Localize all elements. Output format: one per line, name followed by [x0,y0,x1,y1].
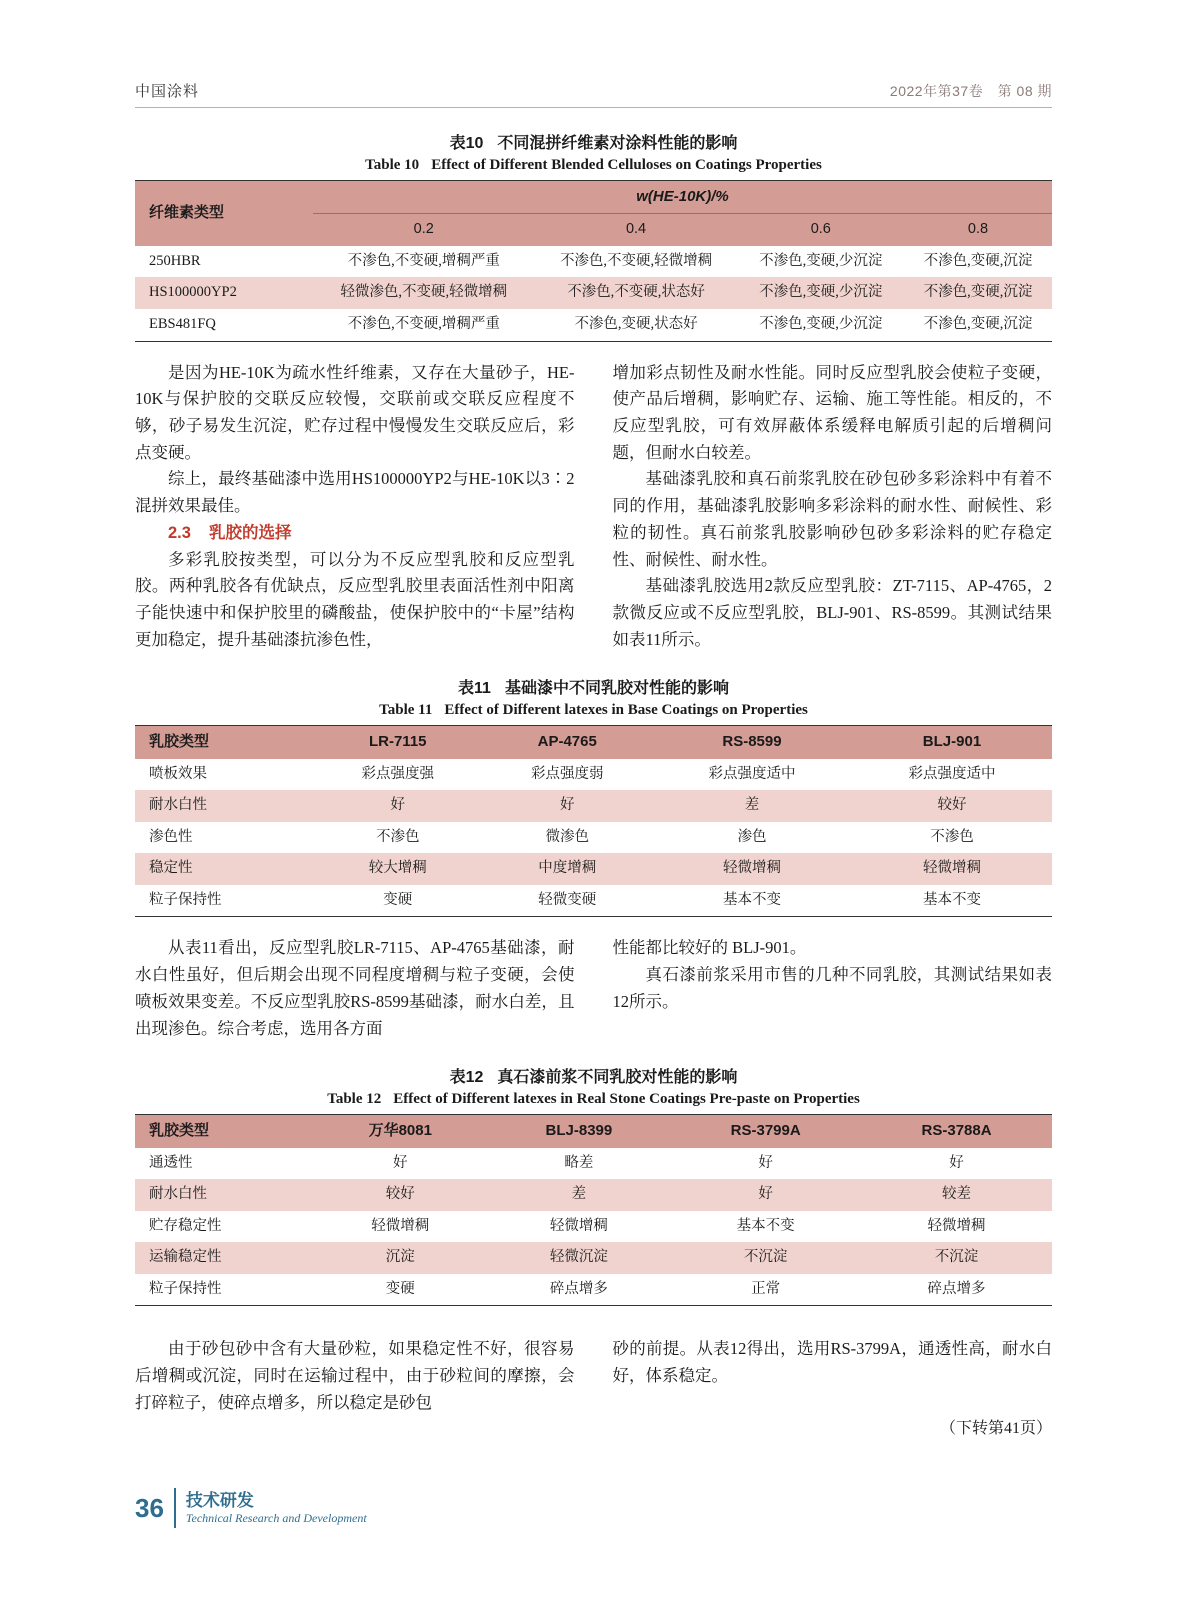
table-12-r1-c2: 好 [670,1179,861,1211]
table-11-r2-c1: 微渗色 [482,822,651,854]
table-10-col-4: 0.8 [904,214,1052,246]
table-10-title-cn [135,130,1052,153]
table-12-r4-name: 粒子保持性 [135,1274,313,1306]
table-12-header-row [135,1115,1052,1148]
table-11-r3-c1: 中度增稠 [482,853,651,885]
paragraph: 增加彩点韧性及耐水性能。同时反应型乳胶会使粒子变硬，使产品后增稠，影响贮存、运输、施工等性能。相反的，不反应型乳胶，可有效屏蔽体系缓释电解质引起的后增稠问题，但耐水白较差。 [612,362,1052,462]
table-10-num-cn: 表10 [449,135,484,152]
table-10-r1-name: HS100000YP2 [135,277,313,309]
table-12-title-en [135,1091,1052,1108]
table-10-group-header: w(HE-10K)/% [313,181,1052,214]
paragraph: 多彩乳胶按类型，可以分为不反应型乳胶和反应型乳胶。两种乳胶各有优缺点，反应型乳胶里表面活性剂中阳离子能快速中和保护胶里的磷酸盐，使保护胶中的“卡屋”结构更加稳定，提升基础漆抗渗色性， [135,549,575,649]
table-11-col-2: AP-4765 [482,726,651,759]
table-10-r0-c0: 不渗色,不变硬,增稠严重 [313,246,535,278]
table-11-r1-c0: 好 [313,790,482,822]
paragraph: 基础漆乳胶和真石前浆乳胶在砂包砂多彩涂料中有着不同的作用，基础漆乳胶影响多彩涂料的耐水性、耐候性、彩粒的韧性。真石前浆乳胶影响砂包砂多彩涂料的贮存稳定性、耐候性、耐水性。 [612,469,1052,569]
table-12-r3-c2: 不沉淀 [670,1242,861,1274]
journal-name: 中国涂料 [135,83,200,100]
table-10-r1-c1: 不渗色,不变硬,状态好 [535,277,738,309]
table-row [135,1211,1052,1243]
table-10-r1-c0: 轻微渗色,不变硬,轻微增稠 [313,277,535,309]
table-row [135,759,1052,791]
table-12-col-4: RS-3788A [861,1115,1052,1148]
table-10-r0-c3: 不渗色,变硬,沉淀 [904,246,1052,278]
table-12-col-0: 乳胶类型 [135,1115,313,1148]
table-12-col-2: BLJ-8399 [488,1115,671,1148]
table-12-r4-c1: 碎点增多 [488,1274,671,1306]
table-12-r3-c3: 不沉淀 [861,1242,1052,1274]
section-title: 乳胶的选择 [208,523,292,542]
table-12-r0-name: 通透性 [135,1148,313,1180]
table-12-r4-c3: 碎点增多 [861,1274,1052,1306]
table-12-col-1: 万华8081 [313,1115,488,1148]
table-10-r2-c0: 不渗色,不变硬,增稠严重 [313,309,535,341]
table-12-r2-name: 贮存稳定性 [135,1211,313,1243]
body-2-right-column [613,935,1053,1042]
body-section-2 [135,935,1052,1042]
table-10-title-en [135,157,1052,174]
table-10 [135,180,1052,342]
table-11-r2-c2: 渗色 [652,822,852,854]
table-11-r3-c0: 较大增稠 [313,853,482,885]
table-11-r1-c2: 差 [652,790,852,822]
table-10-col-3: 0.6 [738,214,904,246]
table-11 [135,725,1052,917]
table-12-r3-name: 运输稳定性 [135,1242,313,1274]
table-11-r2-name: 渗色性 [135,822,313,854]
table-row [135,853,1052,885]
table-11-title-cn [135,675,1052,698]
table-10-r0-name: 250HBR [135,246,313,278]
footer-label-cn: 技术研发 [185,1490,254,1510]
body-3-left-column [135,1336,575,1441]
issue-info: 2022年第37卷 第 08 期 [889,83,1052,99]
table-12-r3-c1: 轻微沉淀 [488,1242,671,1274]
table-12-r0-c3: 好 [861,1148,1052,1180]
table-10-r1-c3: 不渗色,变硬,沉淀 [904,277,1052,309]
table-12-caption-en: Effect of Different latexes in Real Stone Coatings Pre-paste on Properties [393,1091,860,1108]
table-11-title-en [135,702,1052,719]
table-row [135,246,1052,278]
table-12-caption-cn: 真石漆前浆不同乳胶对性能的影响 [497,1069,738,1087]
table-12-r2-c2: 基本不变 [670,1211,861,1243]
paragraph: 综上，最终基础漆中选用HS100000YP2与HE-10K以3∶2混拼效果最佳。 [135,469,575,516]
table-10-num-en: Table 10 [365,157,420,173]
table-10-r0-c1: 不渗色,不变硬,轻微增稠 [535,246,738,278]
table-12-r1-c1: 差 [488,1179,671,1211]
table-12-r0-c0: 好 [313,1148,488,1180]
table-12-r0-c1: 略差 [488,1148,671,1180]
body-2-left-column [135,935,575,1042]
table-12-r3-c0: 沉淀 [313,1242,488,1274]
table-11-block [135,675,1052,917]
table-10-caption-cn: 不同混拼纤维素对涂料性能的影响 [497,135,738,152]
table-12-r1-c3: 较差 [861,1179,1052,1211]
paragraph: 真石漆前浆采用市售的几种不同乳胶，其测试结果如表12所示。 [612,965,1052,1011]
table-10-caption-en: Effect of Different Blended Celluloses on Coatings Properties [431,157,822,173]
table-12-r2-c1: 轻微增稠 [488,1211,671,1243]
table-11-r2-c3: 不渗色 [852,822,1052,854]
page-footer [135,1488,367,1528]
table-row [135,822,1052,854]
table-12-col-3: RS-3799A [670,1115,861,1148]
body-3-right-column [613,1336,1053,1441]
table-10-r2-c2: 不渗色,变硬,少沉淀 [738,309,904,341]
table-11-header-row [135,726,1052,759]
paragraph: 由于砂包砂中含有大量砂粒，如果稳定性不好，很容易后增稠或沉淀，同时在运输过程中，由于砂粒间的摩擦，会打碎粒子，使碎点增多，所以稳定是砂包 [135,1339,575,1412]
paragraph: 砂的前提。从表12得出，选用RS-3799A，通透性高，耐水白好，体系稳定。 [612,1339,1052,1386]
table-10-r2-name: EBS481FQ [135,309,313,341]
table-11-r0-name: 喷板效果 [135,759,313,791]
table-10-r2-c1: 不渗色,变硬,状态好 [535,309,738,341]
table-11-r0-c0: 彩点强度强 [313,759,482,791]
table-11-num-cn: 表11 [458,680,491,698]
footer-label [186,1491,367,1526]
paragraph: 从表11看出，反应型乳胶LR-7115、AP-4765基础漆，耐水白性虽好，但后期会出现不同程度增稠与粒子变硬，会使喷板效果变差。不反应型乳胶RS-8599基础漆，耐水白差，且出现渗色。综合考虑，选用各方面 [135,938,575,1038]
table-11-r1-c1: 好 [482,790,651,822]
table-11-col-4: BLJ-901 [852,726,1052,759]
table-10-col-2: 0.4 [535,214,738,246]
table-11-r1-name: 耐水白性 [135,790,313,822]
table-11-r4-c2: 基本不变 [652,885,852,917]
table-11-num-en: Table 11 [379,702,433,719]
table-10-header-row [135,181,1052,214]
table-10-r1-c2: 不渗色,变硬,少沉淀 [738,277,904,309]
table-12 [135,1114,1052,1306]
table-11-r4-c1: 轻微变硬 [482,885,651,917]
table-row [135,1148,1052,1180]
page-header [135,0,1052,108]
table-10-r0-c2: 不渗色,变硬,少沉淀 [738,246,904,278]
table-row [135,277,1052,309]
table-11-r0-c2: 彩点强度适中 [652,759,852,791]
table-10-row-header-label: 纤维素类型 [135,181,313,246]
table-11-col-0: 乳胶类型 [135,726,313,759]
table-11-r3-name: 稳定性 [135,853,313,885]
table-11-r2-c0: 不渗色 [313,822,482,854]
section-number: 2.3 [168,523,191,542]
table-12-r1-c0: 较好 [313,1179,488,1211]
table-11-r0-c1: 彩点强度弱 [482,759,651,791]
table-12-r1-name: 耐水白性 [135,1179,313,1211]
table-12-num-en: Table 12 [327,1091,382,1108]
table-11-r4-name: 粒子保持性 [135,885,313,917]
section-heading-2-3 [135,520,575,547]
table-10-block [135,130,1052,342]
footer-label-en: Technical Research and Development [185,1511,367,1525]
table-12-title-cn [135,1064,1052,1087]
body-section-3 [135,1336,1052,1441]
table-row [135,1242,1052,1274]
paragraph: 性能都比较好的 BLJ-901。 [612,938,807,958]
table-11-col-1: LR-7115 [313,726,482,759]
table-10-col-1: 0.2 [313,214,535,246]
body-1-left-column [135,360,575,654]
body-1-right-column [613,360,1053,654]
page-number: 36 [135,1492,164,1523]
footer-divider [174,1488,176,1528]
body-section-1 [135,360,1052,654]
table-11-caption-cn: 基础漆中不同乳胶对性能的影响 [504,680,729,698]
table-12-r0-c2: 好 [670,1148,861,1180]
table-11-r3-c3: 轻微增稠 [852,853,1052,885]
table-12-r4-c2: 正常 [670,1274,861,1306]
paragraph: 基础漆乳胶选用2款反应型乳胶：ZT-7115、AP-4765，2款微反应或不反应型乳胶，BLJ-901、RS-8599。其测试结果如表11所示。 [612,576,1052,649]
table-row [135,309,1052,341]
table-11-r1-c3: 较好 [852,790,1052,822]
table-11-r4-c3: 基本不变 [852,885,1052,917]
table-11-r0-c3: 彩点强度适中 [852,759,1052,791]
table-12-r2-c3: 轻微增稠 [861,1211,1052,1243]
table-12-r2-c0: 轻微增稠 [313,1211,488,1243]
table-11-r4-c0: 变硬 [313,885,482,917]
table-10-r2-c3: 不渗色,变硬,沉淀 [904,309,1052,341]
table-11-caption-en: Effect of Different latexes in Base Coatings on Properties [444,702,808,719]
table-11-r3-c2: 轻微增稠 [652,853,852,885]
table-row [135,885,1052,917]
table-12-r4-c0: 变硬 [313,1274,488,1306]
table-11-col-3: RS-8599 [652,726,852,759]
table-row [135,1179,1052,1211]
table-12-num-cn: 表12 [449,1069,484,1087]
continue-note: （下转第41页） [939,1419,1052,1437]
table-12-block [135,1064,1052,1306]
table-row [135,1274,1052,1306]
paragraph: 是因为HE-10K为疏水性纤维素，又存在大量砂子，HE-10K与保护胶的交联反应较慢，交联前或交联反应程度不够，砂子易发生沉淀，贮存过程中慢慢发生交联反应后，彩点变硬。 [135,362,575,462]
table-row [135,790,1052,822]
